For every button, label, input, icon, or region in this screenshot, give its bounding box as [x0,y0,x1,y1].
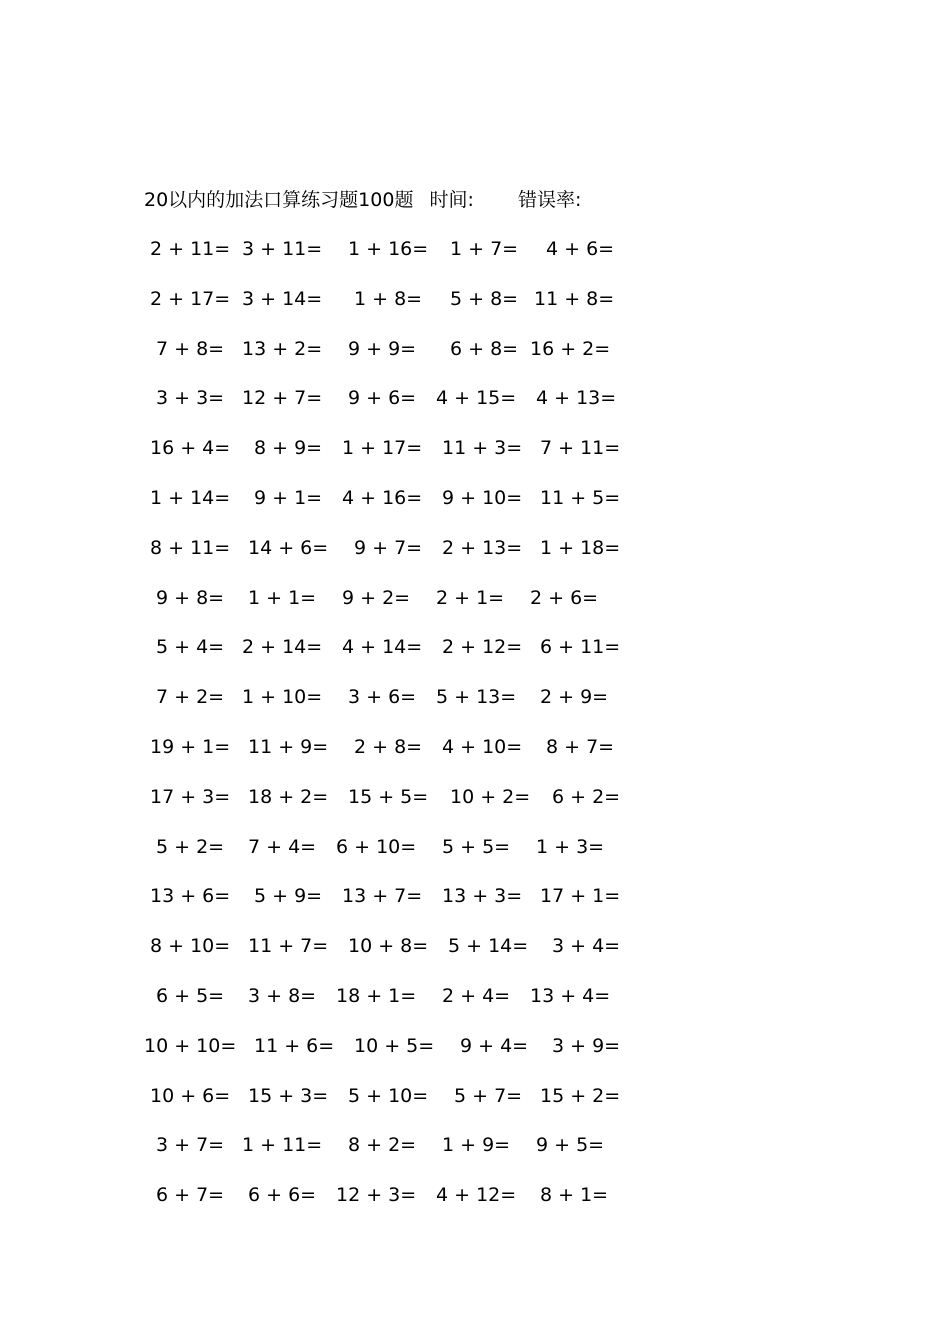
problem-row [144,682,624,732]
problem-item: 7 + 11= [540,437,621,460]
problem-item: 5 + 14= [448,935,529,958]
problem-item: 8 + 1= [540,1184,609,1207]
problem-row [144,1031,624,1081]
problem-item: 1 + 11= [242,1134,323,1157]
problem-item: 1 + 7= [450,238,519,260]
problem-item: 17 + 3= [150,785,231,808]
problem-row [144,782,624,832]
problem-item: 9 + 5= [536,1134,605,1157]
problem-item: 1 + 8= [354,287,423,310]
problem-item: 9 + 7= [354,536,423,559]
problem-item: 9 + 9= [348,337,417,360]
problem-item: 1 + 3= [536,835,605,858]
problem-item: 5 + 5= [442,835,511,858]
problem-item: 1 + 17= [342,437,423,460]
problem-item: 2 + 4= [442,984,511,1007]
problem-item: 9 + 8= [156,586,225,609]
problem-item: 1 + 14= [150,486,231,509]
problem-item: 2 + 14= [242,636,323,659]
problem-item: 7 + 2= [156,686,225,709]
problem-row [144,1180,624,1230]
problem-item: 6 + 6= [248,1184,317,1207]
problem-item: 8 + 11= [150,536,231,559]
problem-item: 13 + 2= [242,337,323,360]
problem-item: 1 + 9= [442,1134,511,1157]
problem-item: 9 + 4= [460,1034,529,1057]
problem-item: 2 + 8= [354,735,423,758]
problem-item: 5 + 2= [156,835,225,858]
problem-item: 7 + 4= [248,835,317,858]
problem-item: 16 + 2= [530,337,611,360]
problem-item: 6 + 11= [540,636,621,659]
problem-item: 5 + 9= [254,885,323,908]
problem-item: 2 + 13= [442,536,523,559]
problem-row [144,334,624,384]
problem-item: 5 + 4= [156,636,225,659]
problem-item: 13 + 6= [150,885,231,908]
problem-item: 4 + 16= [342,486,423,509]
problem-item: 5 + 8= [450,287,519,310]
problem-row [144,583,624,633]
problem-item: 16 + 4= [150,437,231,460]
problem-item: 9 + 2= [342,586,411,609]
problem-item: 12 + 7= [242,387,323,410]
problem-item: 4 + 10= [442,735,523,758]
problem-item: 3 + 14= [242,287,323,310]
problem-row [144,881,624,931]
problem-item: 15 + 3= [248,1084,329,1107]
problem-item: 3 + 7= [156,1134,225,1157]
problem-item: 15 + 5= [348,785,429,808]
worksheet-title: 20以内的加法口算练习题100题 [144,189,414,211]
problem-item: 4 + 13= [536,387,617,410]
problem-item: 2 + 9= [540,686,609,709]
problem-item: 11 + 5= [540,486,621,509]
time-label: 时间: [429,189,474,211]
problem-item: 17 + 1= [540,885,621,908]
problem-row [144,632,624,682]
problem-row [144,981,624,1031]
problem-item: 5 + 10= [348,1084,429,1107]
problem-item: 3 + 6= [348,686,417,709]
problem-row [144,732,624,782]
problem-item: 12 + 3= [336,1184,417,1207]
problem-row [144,931,624,981]
problem-item: 2 + 17= [150,287,231,310]
problem-row [144,1081,624,1131]
problem-item: 2 + 12= [442,636,523,659]
problem-item: 2 + 6= [530,586,599,609]
problem-item: 4 + 15= [436,387,517,410]
problem-item: 19 + 1= [150,735,231,758]
problem-item: 7 + 8= [156,337,225,360]
problem-item: 1 + 18= [540,536,621,559]
problem-item: 3 + 3= [156,387,225,410]
problem-item: 10 + 10= [144,1034,237,1057]
problem-item: 9 + 10= [442,486,523,509]
worksheet-header [144,186,581,214]
problem-item: 1 + 1= [248,586,317,609]
problem-item: 1 + 16= [348,238,429,260]
problem-item: 10 + 5= [354,1034,435,1057]
problem-item: 18 + 2= [248,785,329,808]
problem-item: 10 + 2= [450,785,531,808]
problem-item: 4 + 12= [436,1184,517,1207]
problem-item: 11 + 7= [248,935,329,958]
problem-row [144,1130,624,1180]
problem-item: 5 + 13= [436,686,517,709]
problem-grid [144,234,624,1230]
problem-item: 10 + 8= [348,935,429,958]
problem-item: 3 + 4= [552,935,621,958]
problem-item: 6 + 2= [552,785,621,808]
problem-item: 6 + 8= [450,337,519,360]
problem-item: 4 + 14= [342,636,423,659]
problem-item: 4 + 6= [546,238,615,260]
problem-item: 11 + 9= [248,735,329,758]
problem-item: 10 + 6= [150,1084,231,1107]
problem-item: 6 + 7= [156,1184,225,1207]
problem-item: 13 + 7= [342,885,423,908]
problem-item: 13 + 3= [442,885,523,908]
problem-item: 9 + 6= [348,387,417,410]
problem-row [144,383,624,433]
problem-item: 3 + 8= [248,984,317,1007]
problem-row [144,832,624,882]
problem-item: 13 + 4= [530,984,611,1007]
problem-row [144,284,624,334]
problem-item: 2 + 11= [150,238,231,260]
problem-item: 1 + 10= [242,686,323,709]
problem-item: 15 + 2= [540,1084,621,1107]
problem-item: 3 + 11= [242,238,323,260]
problem-item: 14 + 6= [248,536,329,559]
problem-item: 8 + 9= [254,437,323,460]
error-rate-label: 错误率: [517,189,582,211]
problem-item: 8 + 2= [348,1134,417,1157]
problem-item: 11 + 3= [442,437,523,460]
problem-item: 5 + 7= [454,1084,523,1107]
problem-item: 11 + 6= [254,1034,335,1057]
problem-row [144,433,624,483]
problem-item: 18 + 1= [336,984,417,1007]
problem-item: 6 + 5= [156,984,225,1007]
problem-row [144,483,624,533]
problem-item: 11 + 8= [534,287,615,310]
problem-item: 2 + 1= [436,586,505,609]
problem-row [144,533,624,583]
problem-item: 8 + 10= [150,935,231,958]
problem-row [144,234,624,284]
problem-item: 8 + 7= [546,735,615,758]
problem-item: 3 + 9= [552,1034,621,1057]
problem-item: 6 + 10= [336,835,417,858]
problem-item: 9 + 1= [254,486,323,509]
